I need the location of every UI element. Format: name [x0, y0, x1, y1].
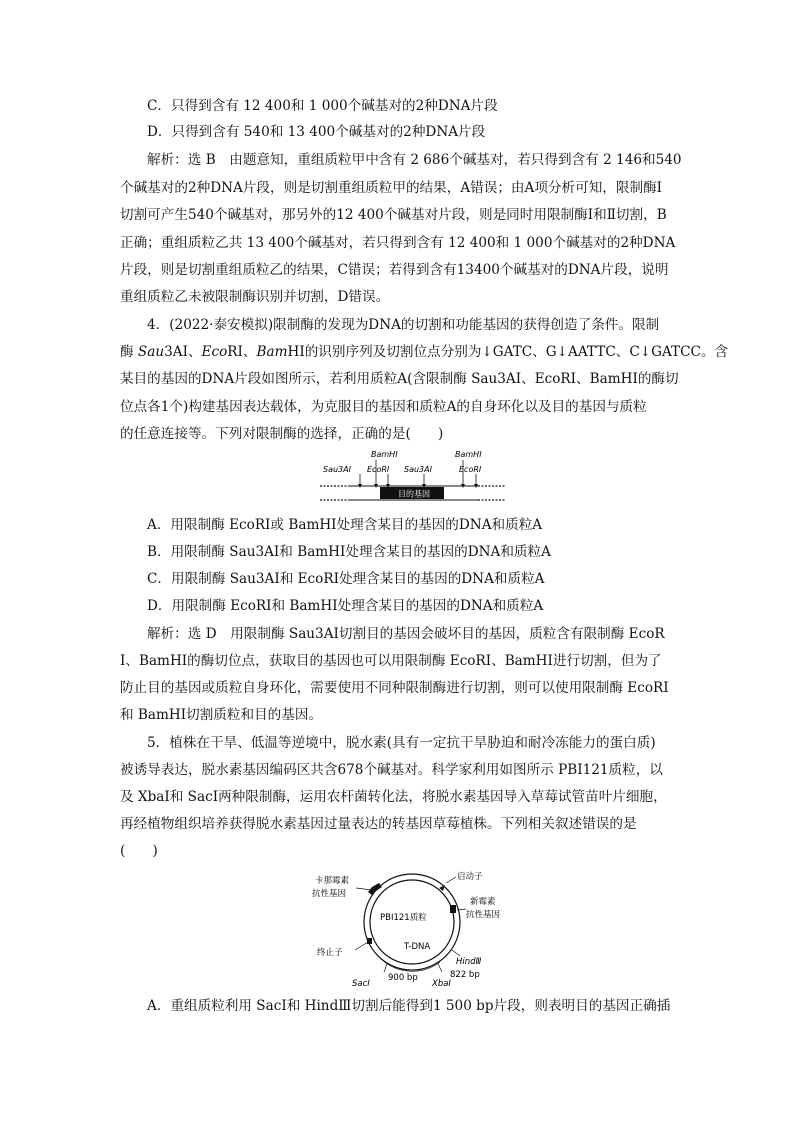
q5-stem-line: 被诱导表达，脱水素基因编码区共含678个碱基对。科学家利用如图所示 PBⅠ121质粒，以 — [120, 762, 663, 778]
terminator-label: 终止子 — [317, 948, 343, 958]
neo-resistance-block — [450, 905, 456, 913]
q4-stem-line: 某目的基因的DNA片段如图所示，若利用质粒A(含限制酶 Sau3AⅠ、EcoRⅠ、BamHⅠ的酶切 — [120, 371, 679, 387]
q3-analysis-line: 重组质粒乙未被限制酶识别并切割，D错误。 — [120, 289, 390, 305]
q4-option: A．用限制酶 EcoRⅠ或 BamHⅠ处理含某目的基因的DNA和质粒A — [147, 517, 543, 533]
q4-option: D．用限制酶 EcoRⅠ和 BamHⅠ处理含某目的基因的DNA和质粒A — [147, 598, 544, 614]
tdna-label: T-DNA — [404, 942, 431, 952]
q5-stem-line: 及 XbaⅠ和 SacⅠ两种限制酶，运用农杆菌转化法，将脱水素基因导入草莓试管苗叶片细胞， — [120, 789, 667, 805]
q5-stem-line: 5．植株在干旱、低温等逆境中，脱水素(具有一定抗干旱胁迫和耐冷冻能力的蛋白质) — [147, 735, 656, 751]
q4-option: C．用限制酶 Sau3AⅠ和 EcoRⅠ处理含某目的基因的DNA和质粒A — [147, 571, 545, 587]
q3-analysis-line: 解析：选 B 由题意知，重组质粒甲中含有 2 686个碱基对，若只得到含有 2 146和540 — [147, 152, 682, 168]
sac1-label: SacⅠ — [352, 979, 370, 989]
q3-analysis-line: 片段，则是切割重组质粒乙的结果，C错误；若得到含有13400个碱基对的DNA片段，说明 — [120, 262, 669, 278]
q4-analysis-line: 防止目的基因或质粒自身环化，需要使用不同种限制酶进行切割，则可以使用限制酶 EcoRⅠ — [120, 680, 669, 696]
q4-analysis-line: Ⅰ、BamHⅠ的酶切位点，获取目的基因也可以用限制酶 EcoRⅠ、BamHⅠ进行切割，但为了 — [120, 653, 662, 669]
hind3-label: HindⅢ — [456, 957, 482, 967]
terminator-block — [367, 938, 372, 944]
neo-label: 新霉素 — [470, 897, 496, 907]
kan-label: 抗性基因 — [312, 889, 347, 899]
kan-resistance-block — [368, 883, 382, 895]
bamh1-label: BamHⅠ — [371, 450, 398, 459]
ecor1-label: EcoRⅠ — [367, 465, 390, 474]
q3-analysis-line: 正确；重组质粒乙共 13 400个碱基对，若只得到含有 12 400和 1 000个碱基对的2种DNA — [120, 235, 676, 251]
q5-option-a: A．重组质粒利用 SacⅠ和 HindⅢ切割后能得到1 500 bp片段，则表明目的基因正确插 — [147, 998, 671, 1014]
ecor1-label: EcoRⅠ — [459, 465, 482, 474]
q3-analysis-line: 切割可产生540个碱基对，那另外的12 400个碱基对片段，则是同时用限制酶Ⅰ和Ⅱ切割，B — [120, 207, 667, 223]
kan-label: 卡那霉素 — [315, 876, 350, 886]
q4-analysis-line: 解析：选 D 用限制酶 Sau3AⅠ切割目的基因会破坏目的基因，质粒含有限制酶 EcoR — [147, 626, 665, 642]
sau3a1-label: Sau3AⅠ — [404, 465, 432, 474]
q4-stem-line: 4．(2022·泰安模拟)限制酶的发现为DNA的切割和功能基因的获得创造了条件。限制 — [147, 317, 660, 333]
target-gene-label: 目的基因 — [398, 489, 430, 499]
q3-option-c: C．只得到含有 12 400和 1 000个碱基对的2种DNA片段 — [147, 98, 498, 114]
bp900-label: 900 bp — [388, 973, 418, 983]
bp822-label: 822 bp — [450, 970, 480, 980]
sau3a1-label: Sau3AⅠ — [323, 465, 351, 474]
promoter-label: 启动子 — [457, 872, 483, 882]
q5-stem-line: 再经植物组织培养获得脱水素基因过量表达的转基因草莓植株。下列相关叙述错误的是 — [120, 816, 637, 832]
bamh1-label: BamHⅠ — [455, 450, 482, 459]
xba1-label: XbaⅠ — [432, 979, 451, 989]
q5-plasmid-figure — [300, 866, 530, 990]
q3-option-d: D．只得到含有 540和 13 400个碱基对的2种DNA片段 — [147, 124, 486, 140]
q5-stem-line: ( ) — [120, 843, 158, 859]
neo-label: 抗性基因 — [466, 910, 501, 920]
q4-analysis-line: 和 BamHⅠ切割质粒和目的基因。 — [120, 707, 323, 723]
q4-stem-line: 酶 Sau3AⅠ、EcoRⅠ、BamHⅠ的识别序列及切割位点分别为↓GATC、G↓AATTC、C↓GATCC。含 — [120, 344, 729, 360]
q4-option: B．用限制酶 Sau3AⅠ和 BamHⅠ处理含某目的基因的DNA和质粒A — [147, 544, 551, 560]
q4-dna-figure — [318, 448, 508, 504]
q3-analysis-line: 个碱基对的2种DNA片段，则是切割重组质粒甲的结果，A错误；由A项分析可知，限制酶Ⅰ — [120, 180, 663, 196]
plasmid-name: PBⅠ121质粒 — [380, 913, 427, 923]
q4-stem-line: 的任意连接等。下列对限制酶的选择，正确的是( ) — [120, 426, 444, 442]
q4-stem-line: 位点各1个)构建基因表达载体，为克服目的基因和质粒A的自身环化以及目的基因与质粒 — [120, 399, 647, 415]
